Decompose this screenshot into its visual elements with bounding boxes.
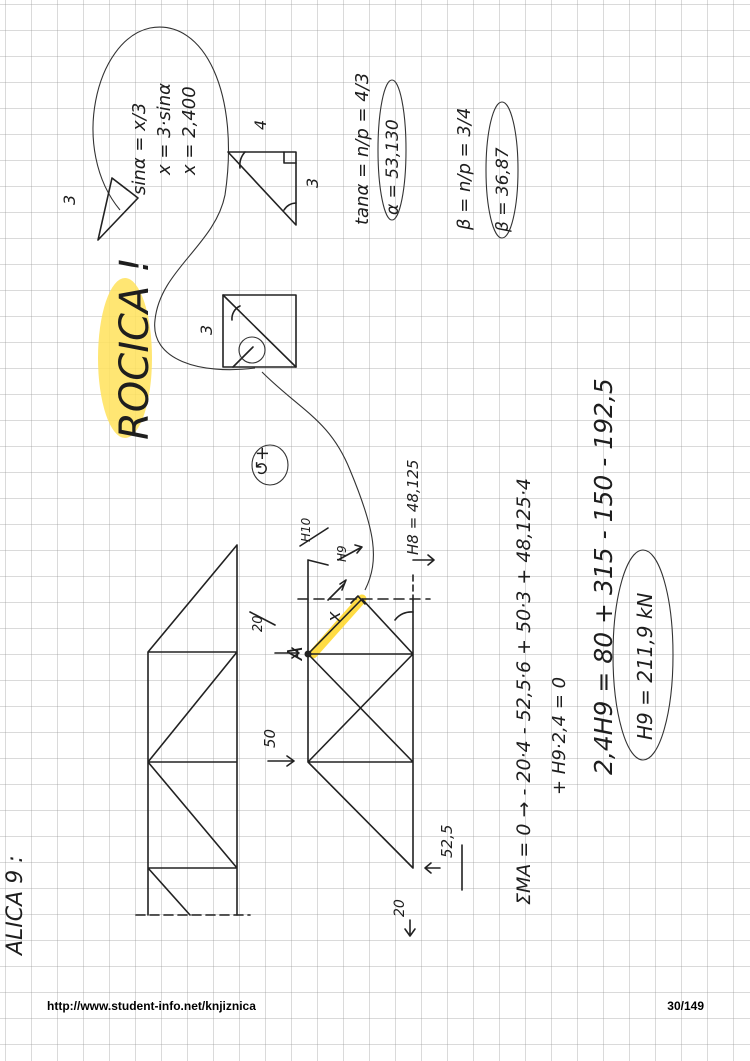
left-truss <box>136 545 275 915</box>
tan-equation: tanα = n/p = 4/3 <box>352 72 373 225</box>
load-20: 20 <box>392 899 408 917</box>
moment-line-1: ΣMA = 0 → - 20·4 - 52,5·6 + 50·3 + 48,125·4 <box>513 478 535 905</box>
warning-text: ROCICA ! <box>112 256 158 440</box>
handwritten-text <box>3 73 657 957</box>
result-line: 2,4H9 = 80 + 315 - 150 - 192,5 <box>589 378 618 775</box>
footer-url[interactable]: http://www.student-info.net/knjiznica <box>47 999 256 1013</box>
title-text: ALICA 9 : <box>3 855 28 955</box>
alpha-value: α = 53,130 <box>383 119 403 215</box>
page-number: 30/149 <box>667 999 704 1013</box>
sin-equation: sinα = x/3 <box>129 102 150 195</box>
square-label-3: 3 <box>197 324 216 335</box>
rotation-label: ↺+ <box>252 445 273 476</box>
h9-label: H9 <box>335 545 349 562</box>
load-50: 50 <box>261 728 279 748</box>
x-label: x <box>324 611 345 622</box>
x-equation-1: x = 3·sinα <box>154 82 175 175</box>
annotation-curve-to-truss <box>262 372 373 590</box>
load-52: 52,5 <box>438 824 456 858</box>
load-arrows <box>268 648 462 936</box>
tri-label-3: 3 <box>60 194 79 205</box>
beta-equation: β = n/p = 3/4 <box>454 107 475 230</box>
result-value: H9 = 211,9 kN <box>633 592 657 740</box>
right-truss <box>298 528 434 868</box>
point-a-label: A <box>283 646 307 660</box>
beta-value: β = 36,87 <box>493 147 513 232</box>
dim-20: 20 <box>251 615 266 632</box>
tri-label-3b: 3 <box>303 177 322 188</box>
tri-label-4: 4 <box>251 119 270 130</box>
h10-label: H10 <box>299 517 313 542</box>
h8-label: H8 = 48,125 <box>404 459 422 555</box>
x-equation-2: x = 2,400 <box>179 86 200 175</box>
moment-line-2: + H9·2,4 = 0 <box>549 676 570 795</box>
